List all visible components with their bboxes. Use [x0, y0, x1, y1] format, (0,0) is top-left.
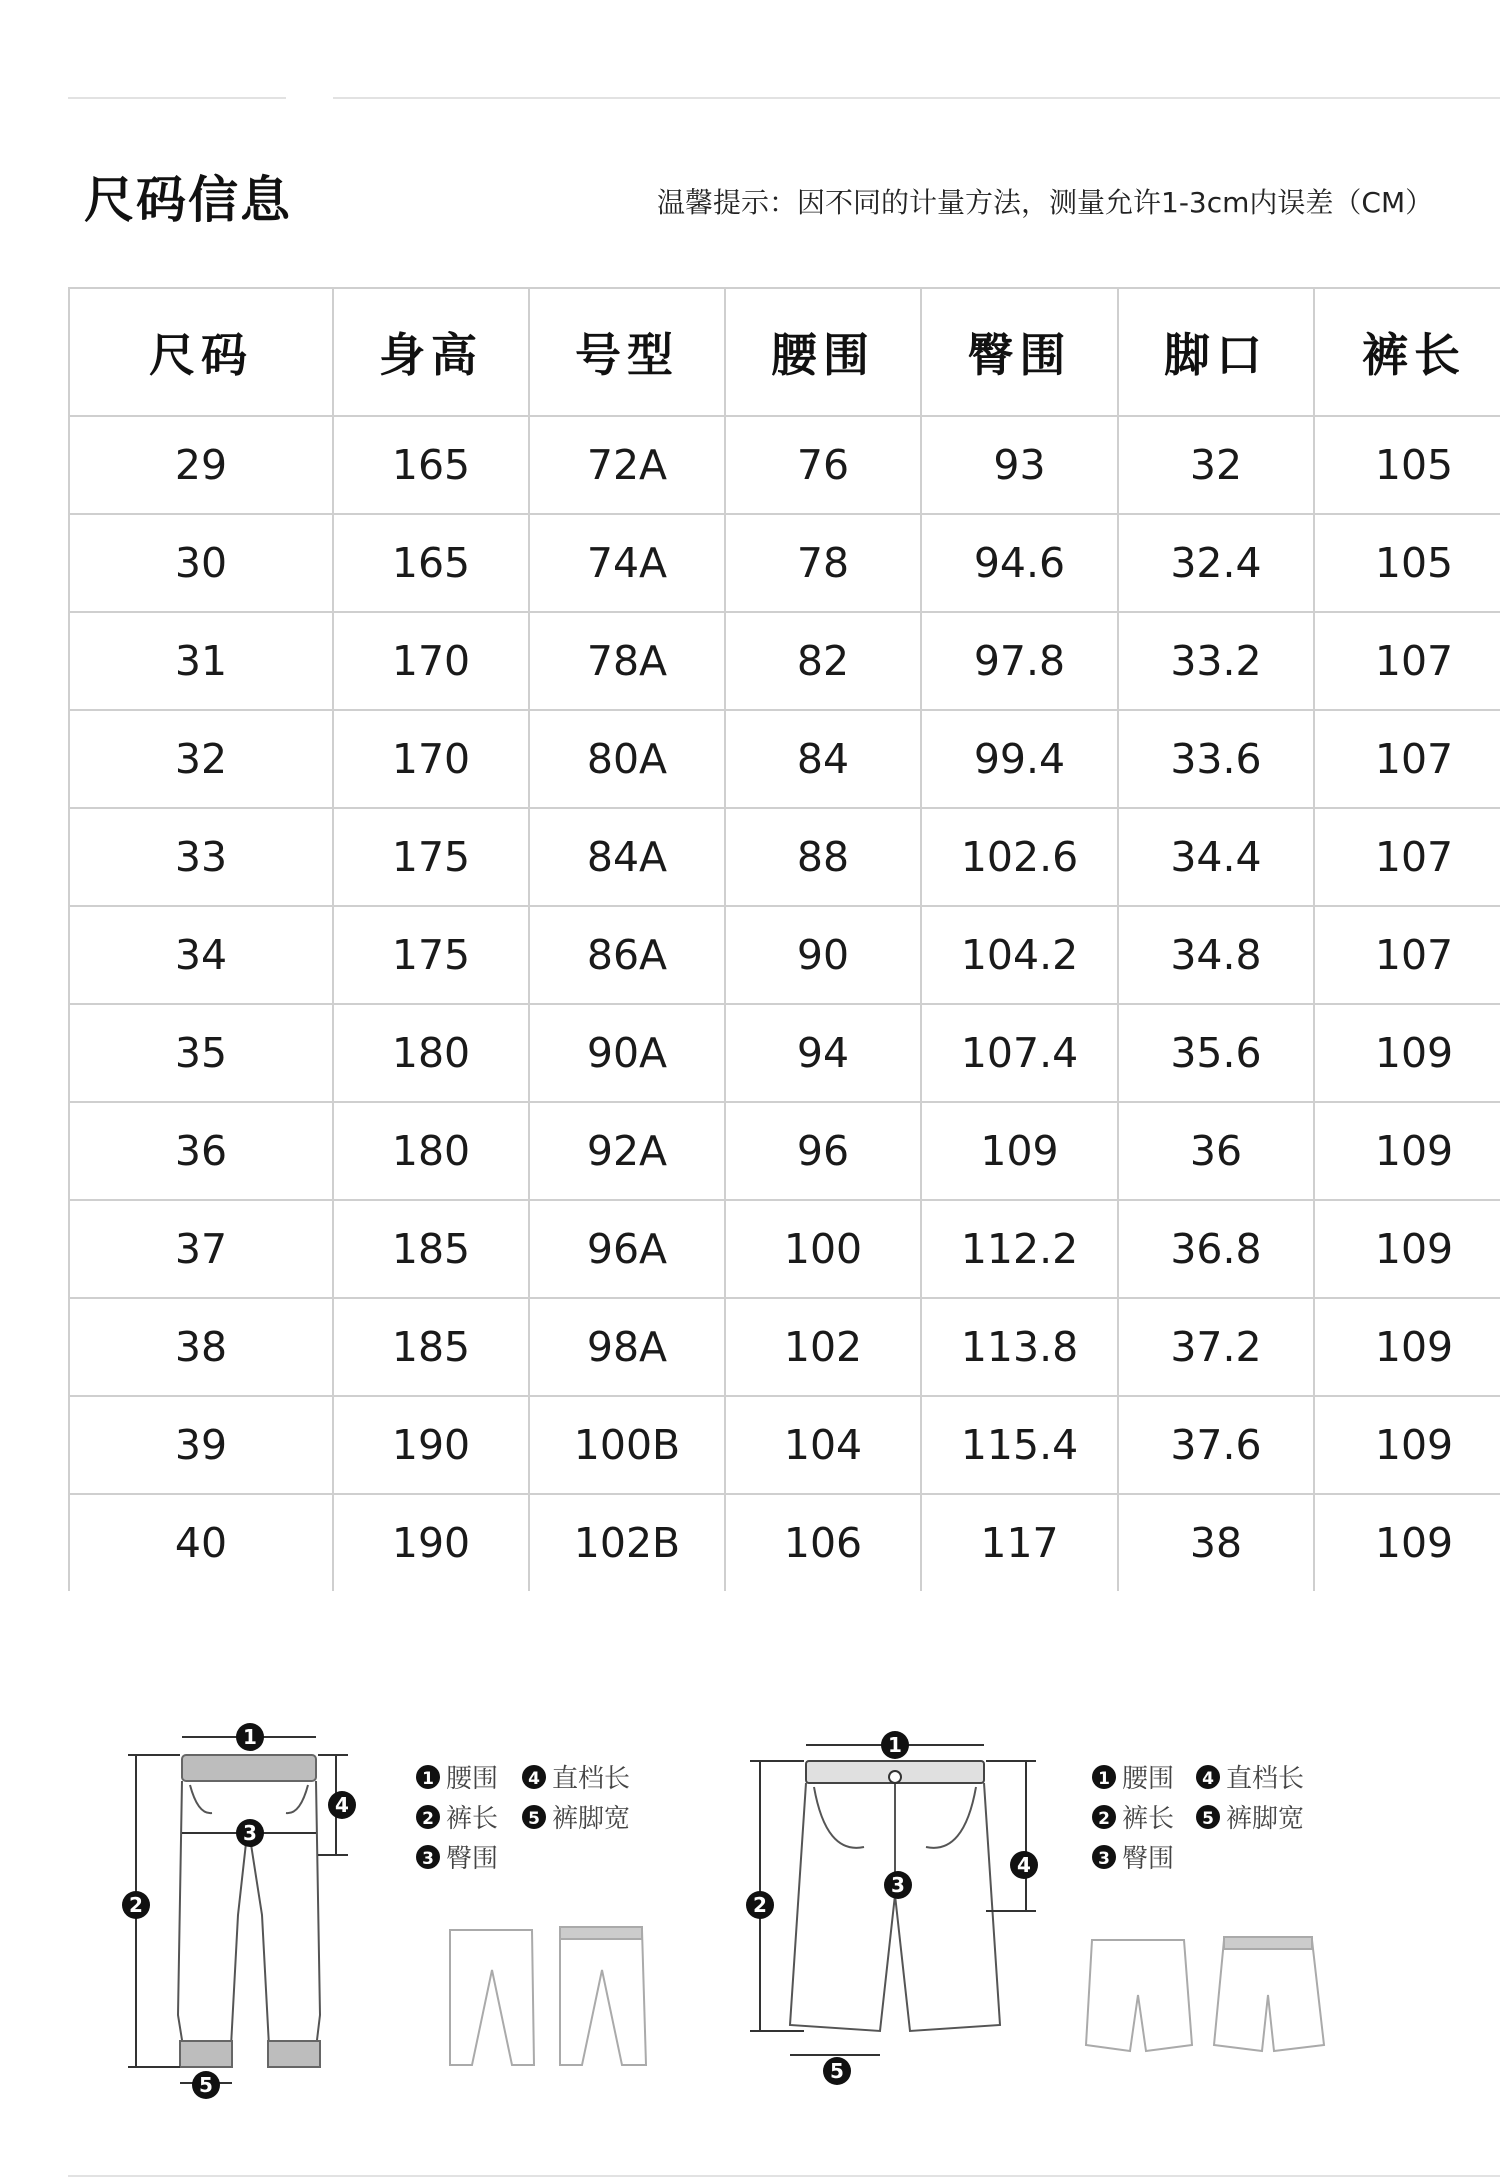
- table-cell: 38: [1118, 1494, 1314, 1591]
- table-cell: 76: [725, 416, 921, 514]
- table-cell: 78A: [529, 612, 725, 710]
- marker-4: 4: [1017, 1853, 1031, 1877]
- table-row: [69, 514, 1500, 612]
- column-header: 尺码: [69, 288, 333, 416]
- table-cell: 86A: [529, 906, 725, 1004]
- legend-hip: 臀围: [446, 1844, 499, 1874]
- table-row: [69, 416, 1500, 514]
- shorts-thumbnails: [1086, 1937, 1324, 2051]
- table-cell: 109: [1314, 1200, 1500, 1298]
- column-header: 腰围: [725, 288, 921, 416]
- shorts-diagram: [740, 1715, 1360, 2115]
- table-cell: 31: [69, 612, 333, 710]
- table-cell: 112.2: [921, 1200, 1118, 1298]
- table-cell: 109: [1314, 1298, 1500, 1396]
- legend-waist: 腰围: [446, 1764, 499, 1794]
- table-row: [69, 1396, 1500, 1494]
- table-cell: 190: [333, 1494, 529, 1591]
- top-divider-right: [333, 97, 1500, 99]
- svg-text:3: 3: [422, 1849, 434, 1869]
- marker-1: 1: [243, 1725, 257, 1749]
- legend-rise: 直档长: [1226, 1764, 1305, 1794]
- legend-length: 裤长: [1122, 1804, 1175, 1834]
- trousers-diagram: [120, 1715, 680, 2115]
- trousers-thumbnails: [450, 1927, 646, 2065]
- table-cell: 37.2: [1118, 1298, 1314, 1396]
- table-row: [69, 710, 1500, 808]
- table-cell: 109: [1314, 1102, 1500, 1200]
- legend-hem: 裤脚宽: [1226, 1804, 1305, 1834]
- table-cell: 104: [725, 1396, 921, 1494]
- table-cell: 36: [69, 1102, 333, 1200]
- table-cell: 36.8: [1118, 1200, 1314, 1298]
- marker-1: 1: [888, 1733, 902, 1757]
- table-cell: 37: [69, 1200, 333, 1298]
- table-cell: 180: [333, 1102, 529, 1200]
- table-row: [69, 906, 1500, 1004]
- table-cell: 96: [725, 1102, 921, 1200]
- table-cell: 88: [725, 808, 921, 906]
- table-cell: 100B: [529, 1396, 725, 1494]
- svg-text:3: 3: [1098, 1849, 1110, 1869]
- table-cell: 115.4: [921, 1396, 1118, 1494]
- table-cell: 117: [921, 1494, 1118, 1591]
- table-cell: 82: [725, 612, 921, 710]
- column-header: 裤长: [1314, 288, 1500, 416]
- table-row: [69, 1298, 1500, 1396]
- table-cell: 180: [333, 1004, 529, 1102]
- table-cell: 36: [1118, 1102, 1314, 1200]
- table-cell: 102B: [529, 1494, 725, 1591]
- table-row: [69, 1200, 1500, 1298]
- table-cell: 96A: [529, 1200, 725, 1298]
- table-cell: 104.2: [921, 906, 1118, 1004]
- svg-text:1: 1: [1098, 1769, 1110, 1789]
- svg-text:1: 1: [422, 1769, 434, 1789]
- column-header: 身高: [333, 288, 529, 416]
- table-cell: 72A: [529, 416, 725, 514]
- table-cell: 107: [1314, 906, 1500, 1004]
- table-cell: 40: [69, 1494, 333, 1591]
- table-cell: 90: [725, 906, 921, 1004]
- svg-text:4: 4: [1202, 1769, 1214, 1789]
- svg-text:4: 4: [528, 1769, 540, 1789]
- marker-5: 5: [830, 2059, 844, 2083]
- bottom-divider: [68, 2175, 1500, 2177]
- table-cell: 74A: [529, 514, 725, 612]
- table-cell: 185: [333, 1298, 529, 1396]
- table-row: [69, 612, 1500, 710]
- table-cell: 109: [1314, 1494, 1500, 1591]
- table-cell: 37.6: [1118, 1396, 1314, 1494]
- table-cell: 93: [921, 416, 1118, 514]
- table-cell: 33.6: [1118, 710, 1314, 808]
- table-cell: 97.8: [921, 612, 1118, 710]
- table-cell: 32.4: [1118, 514, 1314, 612]
- svg-text:5: 5: [1202, 1809, 1214, 1829]
- table-cell: 84A: [529, 808, 725, 906]
- table-cell: 109: [921, 1102, 1118, 1200]
- table-cell: 106: [725, 1494, 921, 1591]
- table-cell: 102: [725, 1298, 921, 1396]
- table-cell: 34.8: [1118, 906, 1314, 1004]
- legend-hem: 裤脚宽: [552, 1804, 631, 1834]
- table-cell: 113.8: [921, 1298, 1118, 1396]
- table-cell: 170: [333, 612, 529, 710]
- table-cell: 102.6: [921, 808, 1118, 906]
- table-row: [69, 1004, 1500, 1102]
- table-cell: 35: [69, 1004, 333, 1102]
- table-cell: 33: [69, 808, 333, 906]
- table-cell: 107: [1314, 808, 1500, 906]
- table-row: [69, 808, 1500, 906]
- table-header-row: [69, 288, 1500, 416]
- size-table: [68, 287, 1500, 1591]
- table-cell: 38: [69, 1298, 333, 1396]
- table-cell: 105: [1314, 416, 1500, 514]
- legend-waist: 腰围: [1122, 1764, 1175, 1794]
- table-cell: 107: [1314, 710, 1500, 808]
- svg-text:5: 5: [528, 1809, 540, 1829]
- size-table-container: [68, 287, 1500, 1591]
- marker-3: 3: [243, 1821, 257, 1845]
- table-cell: 100: [725, 1200, 921, 1298]
- legend-hip: 臀围: [1122, 1844, 1175, 1874]
- top-divider-left: [68, 97, 286, 99]
- table-cell: 90A: [529, 1004, 725, 1102]
- table-cell: 165: [333, 514, 529, 612]
- marker-2: 2: [129, 1893, 143, 1917]
- table-cell: 98A: [529, 1298, 725, 1396]
- table-cell: 107: [1314, 612, 1500, 710]
- table-cell: 33.2: [1118, 612, 1314, 710]
- marker-4: 4: [335, 1793, 349, 1817]
- table-cell: 30: [69, 514, 333, 612]
- legend-rise: 直档长: [552, 1764, 631, 1794]
- column-header: 号型: [529, 288, 725, 416]
- table-cell: 84: [725, 710, 921, 808]
- svg-text:2: 2: [422, 1809, 434, 1829]
- page-title: 尺码信息: [84, 171, 292, 229]
- table-cell: 35.6: [1118, 1004, 1314, 1102]
- table-cell: 185: [333, 1200, 529, 1298]
- table-row: [69, 1494, 1500, 1591]
- table-cell: 29: [69, 416, 333, 514]
- table-cell: 32: [1118, 416, 1314, 514]
- marker-5: 5: [199, 2073, 213, 2097]
- marker-3: 3: [891, 1873, 905, 1897]
- table-cell: 78: [725, 514, 921, 612]
- table-cell: 165: [333, 416, 529, 514]
- table-cell: 170: [333, 710, 529, 808]
- marker-2: 2: [753, 1893, 767, 1917]
- table-cell: 175: [333, 906, 529, 1004]
- table-cell: 105: [1314, 514, 1500, 612]
- table-cell: 94: [725, 1004, 921, 1102]
- table-cell: 190: [333, 1396, 529, 1494]
- table-cell: 34.4: [1118, 808, 1314, 906]
- table-cell: 94.6: [921, 514, 1118, 612]
- svg-text:2: 2: [1098, 1809, 1110, 1829]
- measurement-tip: 温馨提示：因不同的计量方法，测量允许1-3cm内误差（CM）: [657, 186, 1434, 219]
- legend-length: 裤长: [446, 1804, 499, 1834]
- table-cell: 92A: [529, 1102, 725, 1200]
- table-cell: 39: [69, 1396, 333, 1494]
- column-header: 臀围: [921, 288, 1118, 416]
- column-header: 脚口: [1118, 288, 1314, 416]
- table-cell: 80A: [529, 710, 725, 808]
- table-cell: 34: [69, 906, 333, 1004]
- table-row: [69, 1102, 1500, 1200]
- table-cell: 109: [1314, 1396, 1500, 1494]
- table-cell: 107.4: [921, 1004, 1118, 1102]
- table-cell: 32: [69, 710, 333, 808]
- table-cell: 175: [333, 808, 529, 906]
- table-cell: 99.4: [921, 710, 1118, 808]
- table-cell: 109: [1314, 1004, 1500, 1102]
